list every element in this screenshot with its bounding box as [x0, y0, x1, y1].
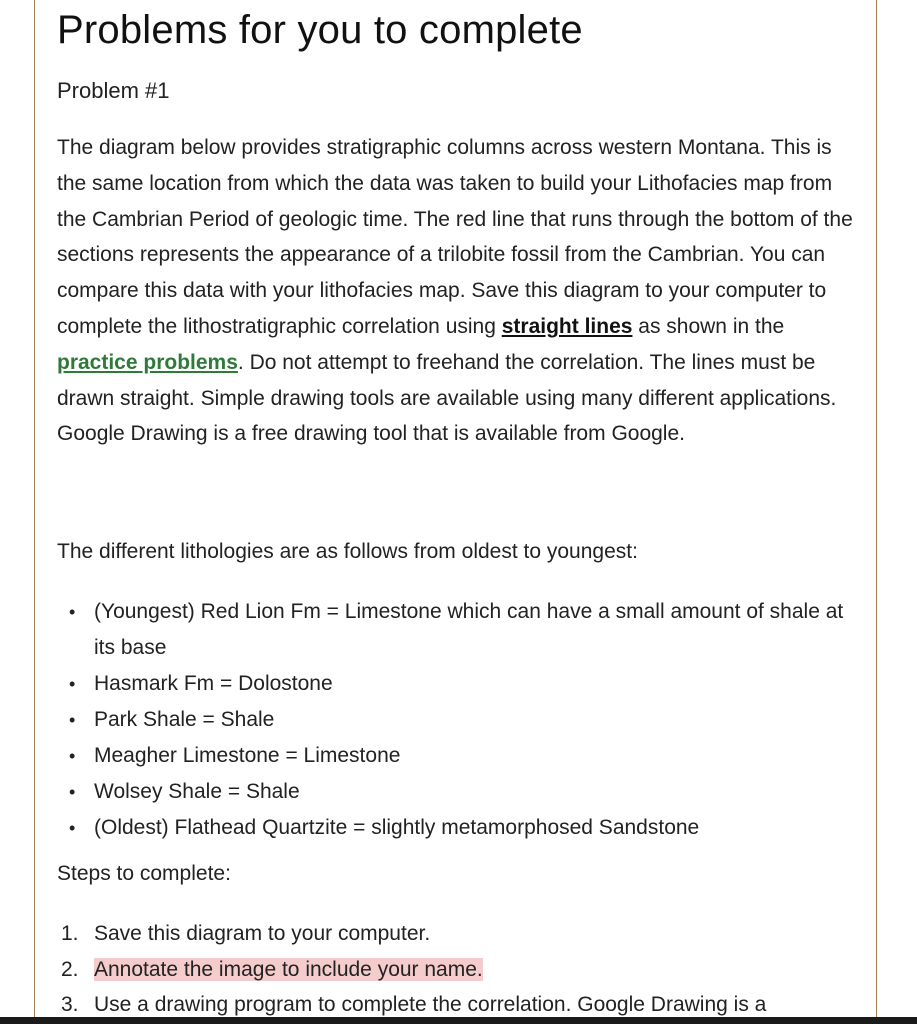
list-item [57, 774, 847, 810]
step-number: 1. [61, 922, 79, 945]
bullet-icon: • [69, 818, 76, 838]
list-item [57, 702, 847, 738]
step-text: Use a drawing program to complete the correlation. Google Drawing is a [94, 993, 767, 1016]
paragraph-text-2: as shown in the [632, 314, 785, 338]
list-item-text: Wolsey Shale = Shale [94, 780, 300, 803]
step-number: 2. [61, 957, 79, 981]
paragraph-text-1: The diagram below provides stratigraphic columns across western Montana. This is the same location from which the data was taken to build your Lithofacies map from the Cambrian Period of geologic time. The red line that runs through the bottom of the sections represents the appearance of a trilobite fossil from the Cambrian. You can compare this data with your lithofacies map. Save this diagram to your computer to complete the lithostratigraphic correlation using [57, 136, 853, 338]
step-item [57, 952, 857, 988]
list-item-text: Meagher Limestone = Limestone [94, 744, 401, 767]
step-number: 3. [61, 993, 79, 1016]
list-item [57, 594, 847, 666]
bullet-icon: • [69, 674, 76, 694]
steps-list [57, 916, 857, 1023]
document-page [34, 0, 877, 1024]
steps-title: Steps to complete: [57, 862, 231, 885]
problem-heading: Problem #1 [57, 78, 170, 103]
bottom-edge-bar [0, 1017, 917, 1024]
list-item-text: Park Shale = Shale [94, 708, 275, 731]
lithology-list [57, 594, 847, 846]
list-item-text: (Oldest) Flathead Quartzite = slightly metamorphosed Sandstone [94, 816, 700, 839]
paragraph-text-3: . Do not attempt to freehand the correlation. The lines must be drawn straight. Simple drawing tools are available using many different applications. Google Drawing is a free drawing tool that is available from Google. [57, 350, 837, 446]
step-text: Save this diagram to your computer. [94, 922, 431, 945]
list-item [57, 810, 847, 846]
step-text-highlighted: Annotate the image to include your name. [94, 957, 483, 981]
list-item [57, 666, 847, 702]
practice-problems-link[interactable]: practice problems [57, 350, 238, 374]
problem-description [57, 130, 857, 452]
list-item-text: Hasmark Fm = Dolostone [94, 672, 333, 695]
step-item [57, 916, 857, 952]
straight-lines-emphasis: straight lines [501, 314, 633, 338]
list-item-text: (Youngest) Red Lion Fm = Limestone which can have a small amount of shale at its base [94, 600, 844, 659]
page-title: Problems for you to complete [57, 8, 583, 52]
bullet-icon: • [69, 746, 76, 766]
bullet-icon: • [69, 710, 76, 730]
bullet-icon: • [69, 602, 76, 622]
lithology-intro: The different lithologies are as follows from oldest to youngest: [57, 540, 638, 563]
list-item [57, 738, 847, 774]
bullet-icon: • [69, 782, 76, 802]
